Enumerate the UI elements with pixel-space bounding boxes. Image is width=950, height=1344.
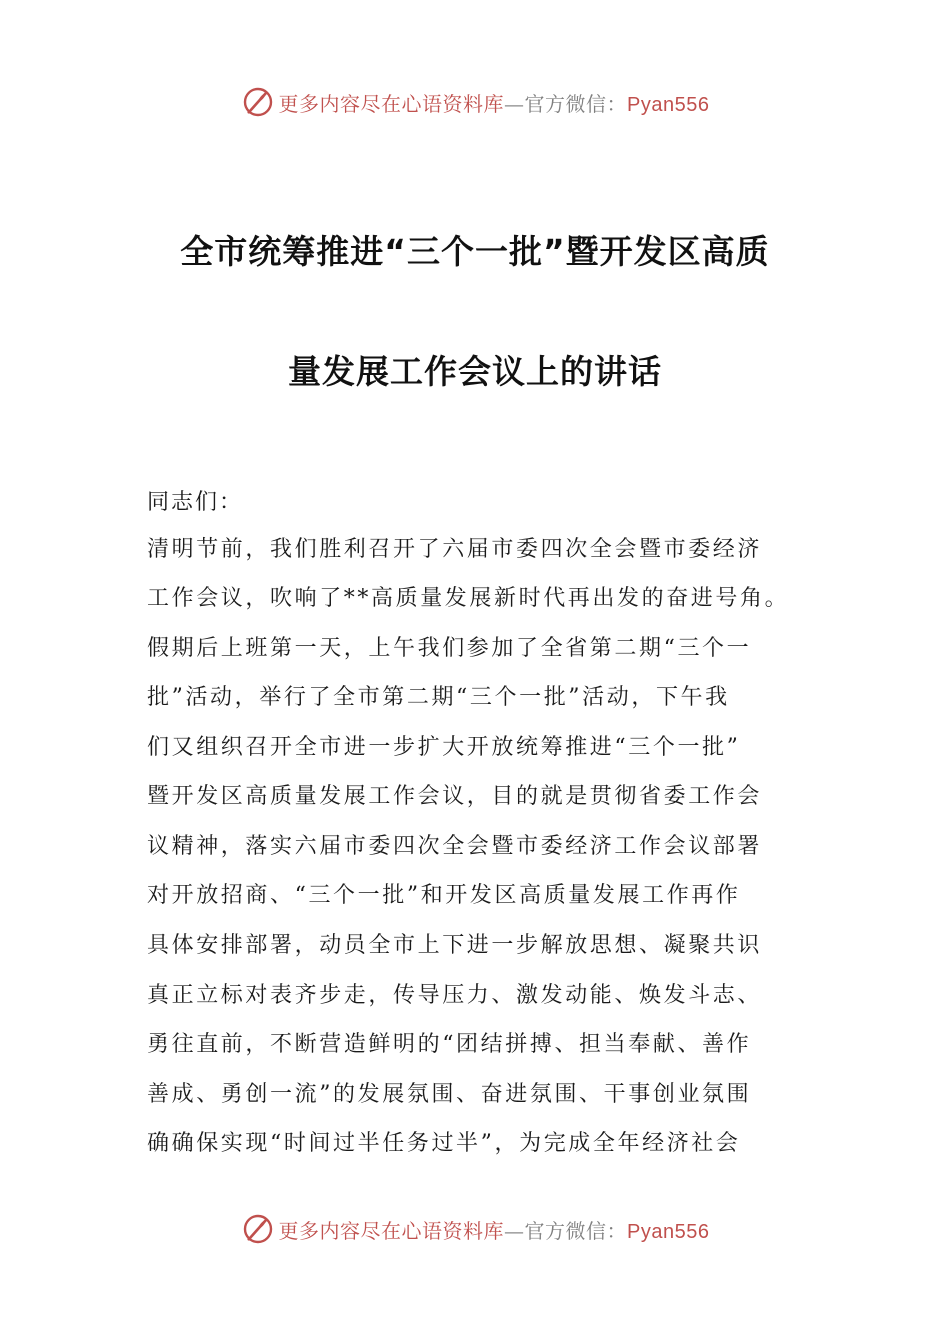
quill-logo-icon — [241, 1212, 275, 1246]
body-line: 批”活动，举行了全市第二期“三个一批”活动，下午我 — [147, 685, 730, 710]
body-line: 真正立标对表齐步走，传导压力、激发动能、焕发斗志、 — [147, 983, 763, 1008]
document-title-line-1: 全市统筹推进“三个一批”暨开发区高质 — [180, 232, 770, 271]
body-line: 具体安排部署，动员全市上下进一步解放思想、凝聚共识 — [147, 933, 763, 958]
watermark-text: 更多内容尽在心语资料库 — [278, 91, 505, 116]
watermark-dash: — — [504, 1218, 525, 1243]
body-line: 对开放招商、“三个一批”和开发区高质量发展工作再作 — [147, 883, 741, 908]
watermark-wechat-id: Pyan556 — [627, 93, 710, 116]
body-line: 清明节前，我们胜利召开了六届市委四次全会暨市委经济 — [147, 537, 763, 562]
body-line: 确确保实现“时间过半任务过半”，为完成全年经济社会 — [147, 1131, 741, 1156]
quill-logo-icon — [241, 85, 275, 119]
body-line: 假期后上班第一天，上午我们参加了全省第二期“三个一 — [147, 636, 752, 661]
watermark-wechat-label: 官方微信： — [524, 1218, 628, 1243]
watermark-text: 更多内容尽在心语资料库 — [278, 1218, 505, 1243]
body-line: 暨开发区高质量发展工作会议，目的就是贯彻省委工作会 — [147, 784, 763, 809]
header-watermark — [0, 82, 950, 122]
body-line: 善成、勇创一流”的发展氛围、奋进氛围、干事创业氛围 — [147, 1082, 752, 1107]
greeting: 同志们： — [147, 490, 244, 515]
watermark-wechat-label: 官方微信： — [524, 91, 628, 116]
watermark-dash: — — [504, 91, 525, 116]
body-line: 们又组织召开全市进一步扩大开放统筹推进“三个一批” — [147, 735, 741, 760]
document-title-line-2: 量发展工作会议上的讲话 — [288, 352, 662, 391]
footer-watermark — [0, 1209, 950, 1249]
body-line: 勇往直前，不断营造鲜明的“团结拼搏、担当奉献、善作 — [147, 1032, 752, 1057]
body-line: 工作会议，吹响了**高质量发展新时代再出发的奋进号角。 — [147, 586, 790, 611]
body-line: 议精神，落实六届市委四次全会暨市委经济工作会议部署 — [147, 834, 763, 859]
watermark-wechat-id: Pyan556 — [627, 1220, 710, 1243]
